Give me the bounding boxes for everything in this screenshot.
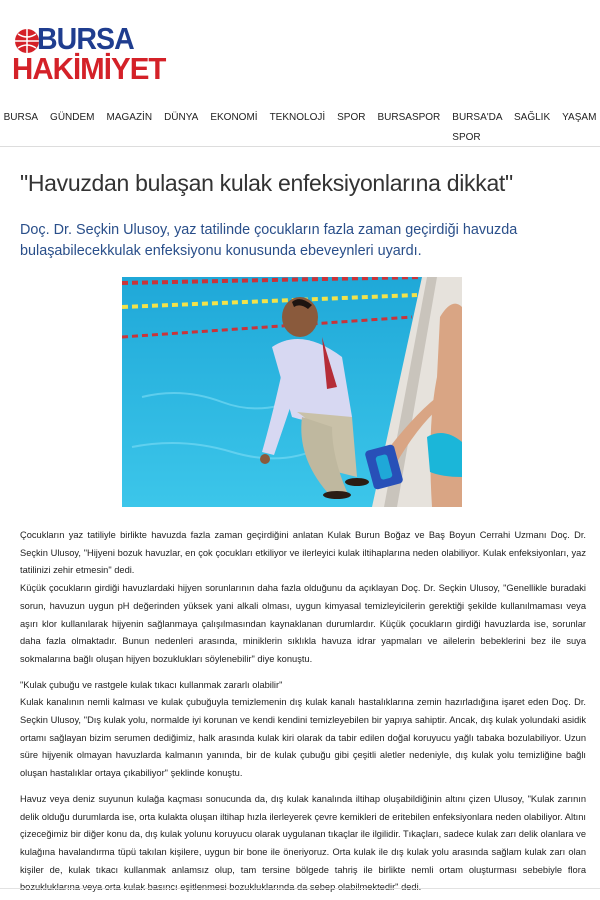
nav-item-saglik[interactable]: SAĞLIK [513, 112, 551, 123]
logo-line-2: HAKİMİYET [12, 51, 166, 86]
article-paragraph: Çocukların yaz tatiliyle birlikte havuzda fazla zaman geçirdiğini anlatan Kulak Burun Boğaz ve Baş Boyun Cerrahi Uzmanı Doç. Dr. Seçkin Ulusoy, "Hijyeni bozuk havuzlar, en çok çocukları etkiliyor ve ilerleyici kulak iltihaplarına neden olabiliyor. Kulak enfeksiyonları, yaz tatilinizi zehir etmesin" dedi. [20, 530, 586, 576]
article-title: "Havuzdan bulaşan kulak enfeksiyonlarına dikkat" [20, 170, 513, 196]
main-nav [0, 108, 600, 143]
article-photo [122, 277, 462, 507]
nav-item-spor[interactable]: SPOR [337, 112, 366, 123]
nav-item-bursa[interactable]: BURSA [3, 112, 39, 123]
nav-item-magazin[interactable]: MAGAZİN [106, 112, 153, 123]
site-logo[interactable] [12, 21, 166, 86]
footer-divider [0, 888, 600, 889]
logo-line-1: BURSA [37, 21, 134, 56]
article-lead: Doç. Dr. Seçkin Ulusoy, yaz tatilinde çocukların fazla zaman geçirdiği havuzda bulaşabilecekkulak enfeksiyonu konusunda ebeveynleri uyardı. [20, 222, 518, 259]
nav-item-dunya[interactable]: DÜNYA [164, 112, 199, 123]
article-paragraph: Havuz veya deniz suyunun kulağa kaçması sonucunda da, dış kulak kanalında iltihap oluşabildiğinin altını çizen Ulusoy, "Kulak zarının delik olduğu durumlarda ise, orta kulakta oluşan iltihap hızla ilerleyerek çevre kemikleri de eritebilen enfeksiyonlara neden olabiliyor. Altını çizeceğimiz bir diğer konu da, dış kulak yolunu koruyucu olarak uygulanan tıkaçlar ile ilgilidir. Tıkaçları, sadece kulak zarı delik olanlara ve kulağına havalandırma tüpü takılan kişilere, uygun bir bone ile öneriyoruz. Orta kulak ile dış kulak yolu arasında sağlam kulak zarı olan kişiler de, kulak tıkacı kullanmak anlamsız olup, tam tersine bölgede tahriş ile birlikte nemli ortam oluşturması sebebiyle flora [20, 793, 586, 875]
nav-item-ekonomi[interactable]: EKONOMİ [210, 112, 258, 123]
article-subheading: "Kulak çubuğu ve rastgele kulak tıkacı kullanmak zararlı olabilir" [20, 679, 283, 690]
pool-scene-illustration [122, 277, 462, 507]
nav-item-bursada-spor[interactable]: BURSA'DA SPOR [452, 112, 502, 143]
article-paragraph: Küçük çocukların girdiği havuzlardaki hijyen sorunlarının daha fazla olduğunu da açıklayan Doç. Dr. Seçkin Ulusoy, "Genellikle buradaki sorun, havuzun uygun pH değerinden yüksek yani alkali olması, uygun kimyasal temizleyicilerin gerektiği şekilde kullanılmaması veya aşırı klor kullanılarak hijyenin sağlanmaya çalışılmasından kaynaklanan durumlardır. Küçük çocukların girdiği havuzlarda ise, sorunlar daha fazla olmaktadır. Bunun nedenleri arasında, miniklerin sıklıkla havuza idrar yapmaları ve ailelerin bebeklerini bez ile suya sokmalarına bağlı oluşan hijyen bozuklukları söylenebilir" diye konuştu. [20, 583, 586, 664]
article-paragraph: Kulak kanalının nemli kalması ve kulak çubuğuyla temizlemenin dış kulak kanalı hastalıklarına zemin hazırladığına işaret eden Doç. Dr. Seçkin Ulusoy, "Dış kulak yolu, normalde iyi korunan ve kendi kendini temizleyebilen bir yapıya sahiptir. Ancak, dış kulak yolundaki asidik ortamı sağlayan bizim serumen dediğimiz, halk arasında kulak kiri olarak da tabir edilen doğal koruyucu yağlı tabaka bozulabiliyor. Uzun süre hijyenik olmayan havuzlarda kalmanın yanında, bir de kulak çubuğu gibi çeşitli aletler nedeniyle, dış kulak yolu temizliğine bağlı oluşan hastalıklar ortaya çıkabiliyor" şeklinde konuştu. [20, 697, 586, 779]
header-divider [0, 146, 600, 147]
nav-item-bursaspor[interactable]: BURSASPOR [377, 112, 441, 123]
nav-item-teknoloji[interactable]: TEKNOLOJİ [269, 112, 326, 123]
nav-item-yasam[interactable]: YAŞAM [562, 112, 597, 123]
nav-item-gundem[interactable]: GÜNDEM [50, 112, 95, 123]
article-body [20, 527, 586, 897]
